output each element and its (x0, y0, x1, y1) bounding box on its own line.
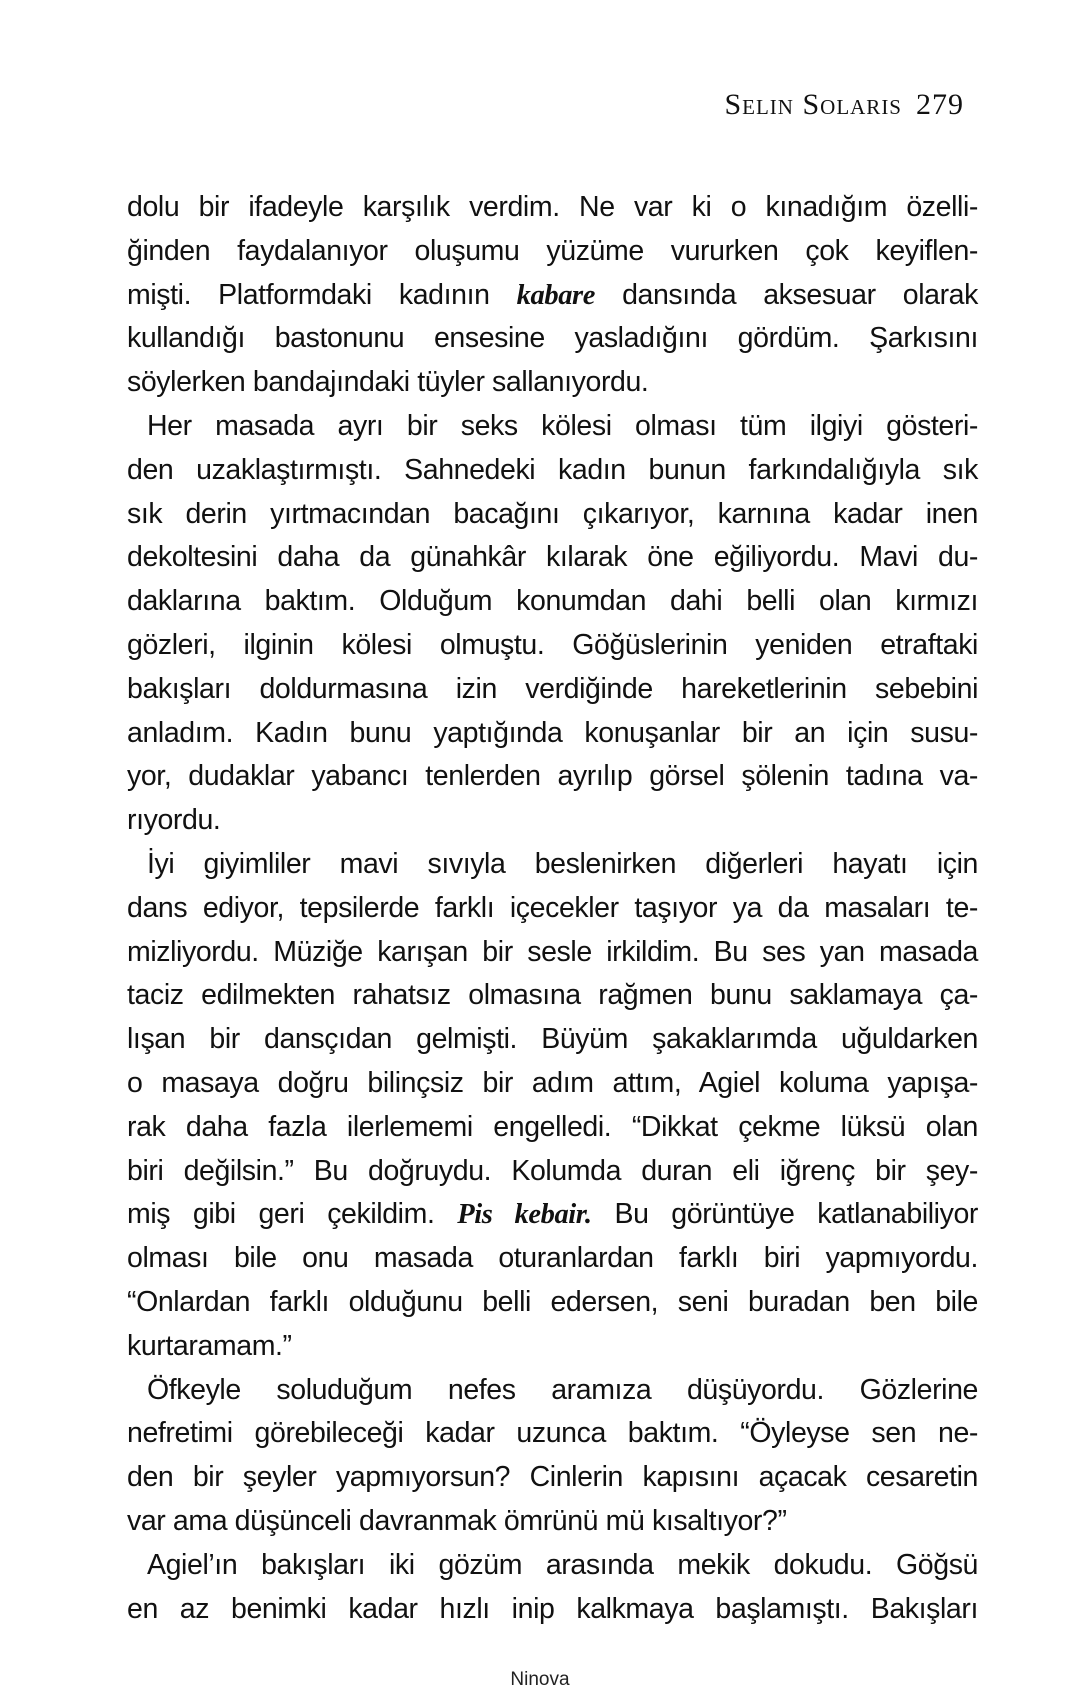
text-segment: lışan bir dansçıdan gelmişti. Büyüm şakaklarımda uğuldarken (127, 1023, 978, 1056)
text-line (127, 1500, 978, 1544)
text-line (127, 1237, 978, 1281)
text-segment: dansında aksesuar olarak (594, 278, 978, 311)
text-line (127, 1544, 978, 1588)
text-line (127, 974, 978, 1018)
text-segment: kurtaramam.” (127, 1329, 292, 1362)
text-segment: Öfkeyle soluduğum nefes aramıza düşüyordu. Gözlerine (147, 1373, 978, 1406)
text-segment: ğinden faydalanıyor oluşumu yüzüme vururken çok keyiflen- (127, 234, 978, 267)
text-line (127, 712, 978, 756)
text-line (127, 1018, 978, 1062)
text-line (127, 1456, 978, 1500)
text-line (127, 624, 978, 668)
text-line (127, 843, 978, 887)
text-line (127, 449, 978, 493)
text-segment: taciz edilmekten rahatsız olmasına rağmen bunu saklamaya ça- (127, 979, 978, 1012)
text-segment: anladım. Kadın bunu yaptığında konuşanlar bir an için susu- (127, 716, 978, 749)
page-number: 279 (916, 88, 964, 121)
text-segment: sık derin yırtmacından bacağını çıkarıyor, karnına kadar inen (127, 497, 978, 530)
text-line (127, 361, 978, 405)
text-line (127, 1369, 978, 1413)
text-segment: den uzaklaştırmıştı. Sahnedeki kadın bunun farkındalığıyla sık (127, 453, 978, 486)
text-segment: mişti. Platformdaki kadının (127, 278, 517, 311)
text-line (127, 405, 978, 449)
text-line (127, 887, 978, 931)
text-line (127, 755, 978, 799)
text-line (127, 1150, 978, 1194)
text-segment: nefretimi görebileceği kadar uzunca baktım. “Öyleyse sen ne- (127, 1417, 978, 1450)
text-line (127, 1588, 978, 1632)
text-segment: Her masada ayrı bir seks kölesi olması tüm ilgiyi gösteri- (147, 409, 978, 442)
italic-text: kabare (516, 279, 595, 311)
text-segment: biri değilsin.” Bu doğruydu. Kolumda duran eli iğrenç bir şey- (127, 1154, 978, 1187)
text-line (127, 536, 978, 580)
text-segment: Bu görüntüye katlanabiliyor (591, 1198, 979, 1231)
text-segment: “Onlardan farklı olduğunu belli edersen, seni buradan ben bile (127, 1285, 978, 1318)
text-segment: dans ediyor, tepsilerde farklı içecekler taşıyor ya da masaları te- (127, 891, 978, 924)
text-segment: rıyordu. (127, 804, 221, 837)
text-segment: rak daha fazla ilerlememi engelledi. “Dikkat çekme lüksü olan (127, 1110, 978, 1143)
publisher-footer: Ninova (510, 1669, 570, 1690)
text-segment: o masaya doğru bilinçsiz bir adım attım, Agiel koluma yapışa- (127, 1066, 978, 1099)
text-segment: dolu bir ifadeyle karşılık verdim. Ne var ki o kınadığım özelli- (127, 191, 978, 223)
text-segment: dekoltesini daha da günahkâr kılarak öne eğiliyordu. Mavi du- (127, 541, 978, 574)
text-segment: söylerken bandajındaki tüyler sallanıyordu. (127, 366, 649, 399)
text-segment: daklarına baktım. Olduğum konumdan dahi belli olan kırmızı (127, 585, 978, 618)
text-line (127, 580, 978, 624)
text-segment: kullandığı bastonunu ensesine yasladığını gördüm. Şarkısını (127, 322, 978, 355)
text-line (127, 1325, 978, 1369)
text-segment: Agiel’ın bakışları iki gözüm arasında mekik dokudu. Göğsü (147, 1548, 978, 1581)
text-segment: bakışları doldurmasına izin verdiğinde hareketlerinin sebebini (127, 672, 978, 705)
text-line (127, 1062, 978, 1106)
text-line (127, 230, 978, 274)
text-segment: en az benimki kadar hızlı inip kalkmaya başlamıştı. Bakışları (127, 1592, 978, 1625)
text-line (127, 799, 978, 843)
text-segment: İyi giyimliler mavi sıvıyla beslenirken diğerleri hayatı için (147, 847, 978, 880)
text-segment: den bir şeyler yapmıyorsun? Cinlerin kapısını açacak cesaretin (127, 1461, 978, 1494)
body-text (127, 186, 978, 1631)
text-line (127, 186, 978, 230)
text-line (127, 1281, 978, 1325)
text-line (127, 317, 978, 361)
text-line (127, 493, 978, 537)
text-segment: mizliyordu. Müziğe karışan bir sesle irkildim. Bu ses yan masada (127, 935, 978, 968)
text-segment: var ama düşünceli davranmak ömrünü mü kısaltıyor?” (127, 1504, 787, 1537)
text-segment: olması bile onu masada oturanlardan farklı biri yapmıyordu. (127, 1242, 978, 1275)
italic-text: Pis kebair. (457, 1199, 592, 1231)
running-header (724, 88, 964, 122)
text-line (127, 931, 978, 975)
text-line (127, 1106, 978, 1150)
text-line (127, 1193, 978, 1237)
text-line (127, 274, 978, 318)
text-line (127, 1412, 978, 1456)
text-segment: miş gibi geri çekildim. (127, 1198, 458, 1231)
book-title: Selin Solaris (724, 88, 902, 121)
text-segment: yor, dudaklar yabancı tenlerden ayrılıp görsel şölenin tadına va- (127, 760, 978, 793)
text-segment: gözleri, ilginin kölesi olmuştu. Göğüslerinin yeniden etraftaki (127, 628, 978, 661)
text-line (127, 668, 978, 712)
